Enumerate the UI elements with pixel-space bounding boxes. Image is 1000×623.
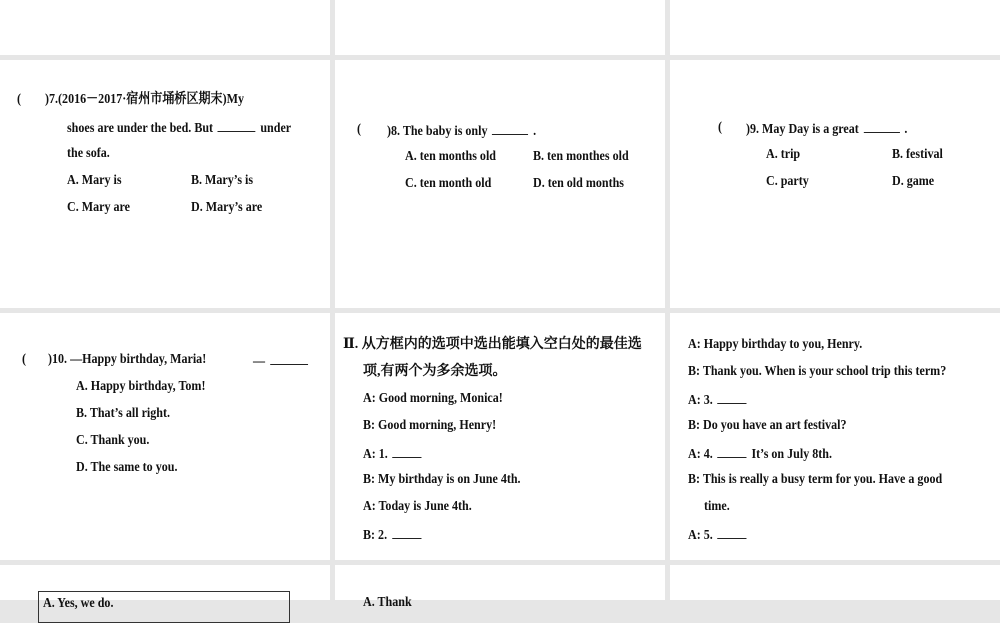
q8-option-b[interactable]: B. ten monthes old xyxy=(533,149,629,164)
dialogue-line-with-blank xyxy=(688,526,748,544)
panel-question-9 xyxy=(670,60,1000,308)
q10-option-b[interactable]: B. That’s all right. xyxy=(76,406,170,421)
q10-stem: )10. —Happy birthday, Maria! xyxy=(48,352,207,367)
q10-blank[interactable] xyxy=(270,352,308,365)
blank-4[interactable] xyxy=(717,445,746,458)
q9-option-c[interactable]: C. party xyxy=(766,174,809,189)
q9-stem xyxy=(746,120,907,138)
q9-blank[interactable] xyxy=(864,120,900,133)
panel-top-left xyxy=(0,0,330,55)
q10-option-d[interactable]: D. The same to you. xyxy=(76,460,178,475)
q7-option-c[interactable]: C. Mary are xyxy=(67,200,130,215)
q8-option-a[interactable]: A. ten months old xyxy=(405,149,496,164)
q7-line1: )7.(2016－2017·宿州市埇桥区期末)My xyxy=(45,92,244,107)
section2-heading-line2: 项,有两个为多余选项。 xyxy=(363,364,507,379)
panel-question-7 xyxy=(0,60,330,308)
q8-option-c[interactable]: C. ten month old xyxy=(405,176,492,191)
q9-option-d[interactable]: D. game xyxy=(892,174,935,189)
blank-1[interactable] xyxy=(392,445,421,458)
blank-4-followup: It’s on July 8th. xyxy=(751,447,832,462)
dialogue-line-with-blank xyxy=(363,526,423,544)
q8-stem-text: )8. The baby is only xyxy=(387,124,488,139)
section2-heading-line1: Ⅱ. 从方框内的选项中选出能填入空白处的最佳选 xyxy=(343,337,642,352)
dialogue-line: B: My birthday is on June 4th. xyxy=(363,472,521,487)
blank-label-2: B: 2. xyxy=(363,528,388,543)
q7-option-d[interactable]: D. Mary’s are xyxy=(191,200,263,215)
q8-paren: ( xyxy=(357,122,362,137)
bottom-middle-text: A. Thank xyxy=(363,595,412,610)
q8-blank[interactable] xyxy=(492,122,528,135)
options-box-first-line: A. Yes, we do. xyxy=(43,596,114,611)
q9-stem-end: . xyxy=(904,122,908,137)
dialogue-line-with-blank xyxy=(688,391,748,409)
q10-option-a[interactable]: A. Happy birthday, Tom! xyxy=(76,379,206,394)
q7-blank[interactable] xyxy=(218,119,256,132)
q8-option-d[interactable]: D. ten old months xyxy=(533,176,624,191)
q9-option-b[interactable]: B. festival xyxy=(892,147,943,162)
options-box xyxy=(38,591,290,623)
panel-dialogue-right xyxy=(670,313,1000,560)
blank-label-1: A: 1. xyxy=(363,447,388,462)
q8-stem-end: . xyxy=(533,124,537,139)
blank-label-4: A: 4. xyxy=(688,447,713,462)
q9-stem-text: )9. May Day is a great xyxy=(746,122,859,137)
q7-line2-start: shoes are under the bed. But xyxy=(67,121,214,136)
q7-line2 xyxy=(67,119,291,137)
blank-3[interactable] xyxy=(717,391,746,404)
dialogue-line: B: Do you have an art festival? xyxy=(688,418,847,433)
panel-bottom-middle xyxy=(335,565,665,610)
q7-line2-end: under xyxy=(260,121,292,136)
blank-label-3: A: 3. xyxy=(688,393,713,408)
blank-2[interactable] xyxy=(392,526,421,539)
dialogue-line-with-blank xyxy=(688,445,832,463)
q10-option-c[interactable]: C. Thank you. xyxy=(76,433,150,448)
blank-label-5: A: 5. xyxy=(688,528,713,543)
panel-question-8 xyxy=(335,60,665,308)
dialogue-line: B: Thank you. When is your school trip this term? xyxy=(688,364,947,379)
q10-paren: ( xyxy=(22,352,27,367)
panel-top-right xyxy=(670,0,1000,55)
q7-line3: the sofa. xyxy=(67,146,110,161)
panel-section-2 xyxy=(335,313,665,560)
q10-response xyxy=(253,352,309,370)
blank-5[interactable] xyxy=(717,526,746,539)
panel-top-middle xyxy=(335,0,665,55)
q7-option-b[interactable]: B. Mary’s is xyxy=(191,173,254,188)
dialogue-line: A: Good morning, Monica! xyxy=(363,391,503,406)
dialogue-line-with-blank xyxy=(363,445,423,463)
panel-question-10 xyxy=(0,313,330,560)
dialogue-line: B: This is really a busy term for you. Have a good xyxy=(688,472,943,487)
panel-bottom-right xyxy=(670,565,1000,600)
dialogue-line: A: Happy birthday to you, Henry. xyxy=(688,337,863,352)
q9-option-a[interactable]: A. trip xyxy=(766,147,801,162)
q10-dash: — xyxy=(253,354,266,369)
dialogue-line: time. xyxy=(704,499,730,514)
dialogue-line: B: Good morning, Henry! xyxy=(363,418,497,433)
q8-stem xyxy=(387,122,536,140)
q7-paren: ( xyxy=(17,92,22,107)
q7-option-a[interactable]: A. Mary is xyxy=(67,173,122,188)
q9-paren: ( xyxy=(718,120,723,135)
dialogue-line: A: Today is June 4th. xyxy=(363,499,472,514)
panel-bottom-left xyxy=(0,565,330,611)
